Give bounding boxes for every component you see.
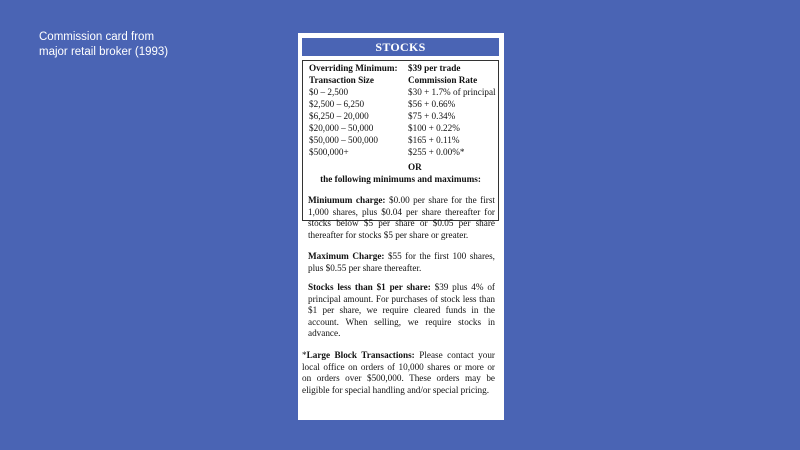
- rate-row-rate: $100 + 0.22%: [408, 123, 460, 133]
- rate-row-size: $20,000 – 50,000: [309, 123, 374, 133]
- rate-row: [309, 111, 497, 123]
- rate-header-row-2: [309, 75, 497, 87]
- rate-row-rate: $30 + 1.7% of principal: [408, 87, 496, 97]
- maximum-charge-label: Maximum Charge:: [308, 251, 385, 261]
- rate-row-rate: $255 + 0.00%*: [408, 147, 465, 157]
- rate-header-row-1: [309, 63, 497, 75]
- large-block-paragraph: [302, 350, 495, 396]
- rate-row: [309, 87, 497, 99]
- following-minimums-heading: the following minimums and maximums:: [320, 174, 481, 184]
- rate-row: [309, 135, 497, 147]
- maximum-charge-paragraph: [308, 251, 495, 274]
- rate-row-size: $6,250 – 20,000: [309, 111, 369, 121]
- caption-line-2: major retail broker (1993): [39, 45, 169, 58]
- commission-card: [298, 33, 504, 420]
- maximum-charge-text: $55 for the first 100 shares, plus $0.55 per share thereafter.: [308, 251, 495, 273]
- caption-line-1: Commission card from: [39, 31, 155, 43]
- large-block-asterisk: *: [302, 350, 307, 360]
- stocks-less-than-1-label: Stocks less than $1 per share:: [308, 282, 431, 292]
- minimum-charge-label: Miniumum charge:: [308, 195, 386, 205]
- rate-row: [309, 99, 497, 111]
- large-block-text: Please contact your local office on orders of 10,000 shares or more or on orders over $500,000. These orders may be eligible for special handling and/or special pricing.: [302, 350, 495, 395]
- minimum-charge-text: $0.00 per share for the first 1,000 shares, plus $0.04 per share thereafter for stocks below $5 per share or $0.05 per share thereafter for stocks $5 per share or greater.: [308, 195, 495, 240]
- rate-row-size: $500,000+: [309, 147, 349, 157]
- rate-row: [309, 123, 497, 135]
- large-block-label: Large Block Transactions:: [306, 350, 415, 360]
- rate-row-rate: $75 + 0.34%: [408, 111, 456, 121]
- overriding-minimum-label: Overriding Minimum:: [309, 63, 398, 73]
- rate-row-size: $0 – 2,500: [309, 87, 349, 97]
- rate-row-size: $50,000 – 500,000: [309, 135, 378, 145]
- overriding-minimum-value: $39 per trade: [408, 63, 461, 73]
- stocks-less-than-1-text: $39 plus 4% of principal amount. For purchases of stock less than $1 per share, we require cleared funds in the account. When selling, we require stocks in advance.: [308, 282, 495, 339]
- rate-row-rate: $165 + 0.11%: [408, 135, 460, 145]
- rate-row-rate: $56 + 0.66%: [408, 99, 456, 109]
- rate-row-size: $2,500 – 6,250: [309, 99, 365, 109]
- or-separator: OR: [408, 162, 422, 172]
- transaction-size-header: Transaction Size: [309, 75, 374, 85]
- commission-rate-header: Commission Rate: [408, 75, 478, 85]
- rate-row: [309, 147, 497, 159]
- stocks-less-than-1-paragraph: [308, 282, 495, 340]
- caption: [39, 30, 199, 59]
- minimum-charge-paragraph: [308, 195, 495, 241]
- card-title: STOCKS: [302, 38, 499, 56]
